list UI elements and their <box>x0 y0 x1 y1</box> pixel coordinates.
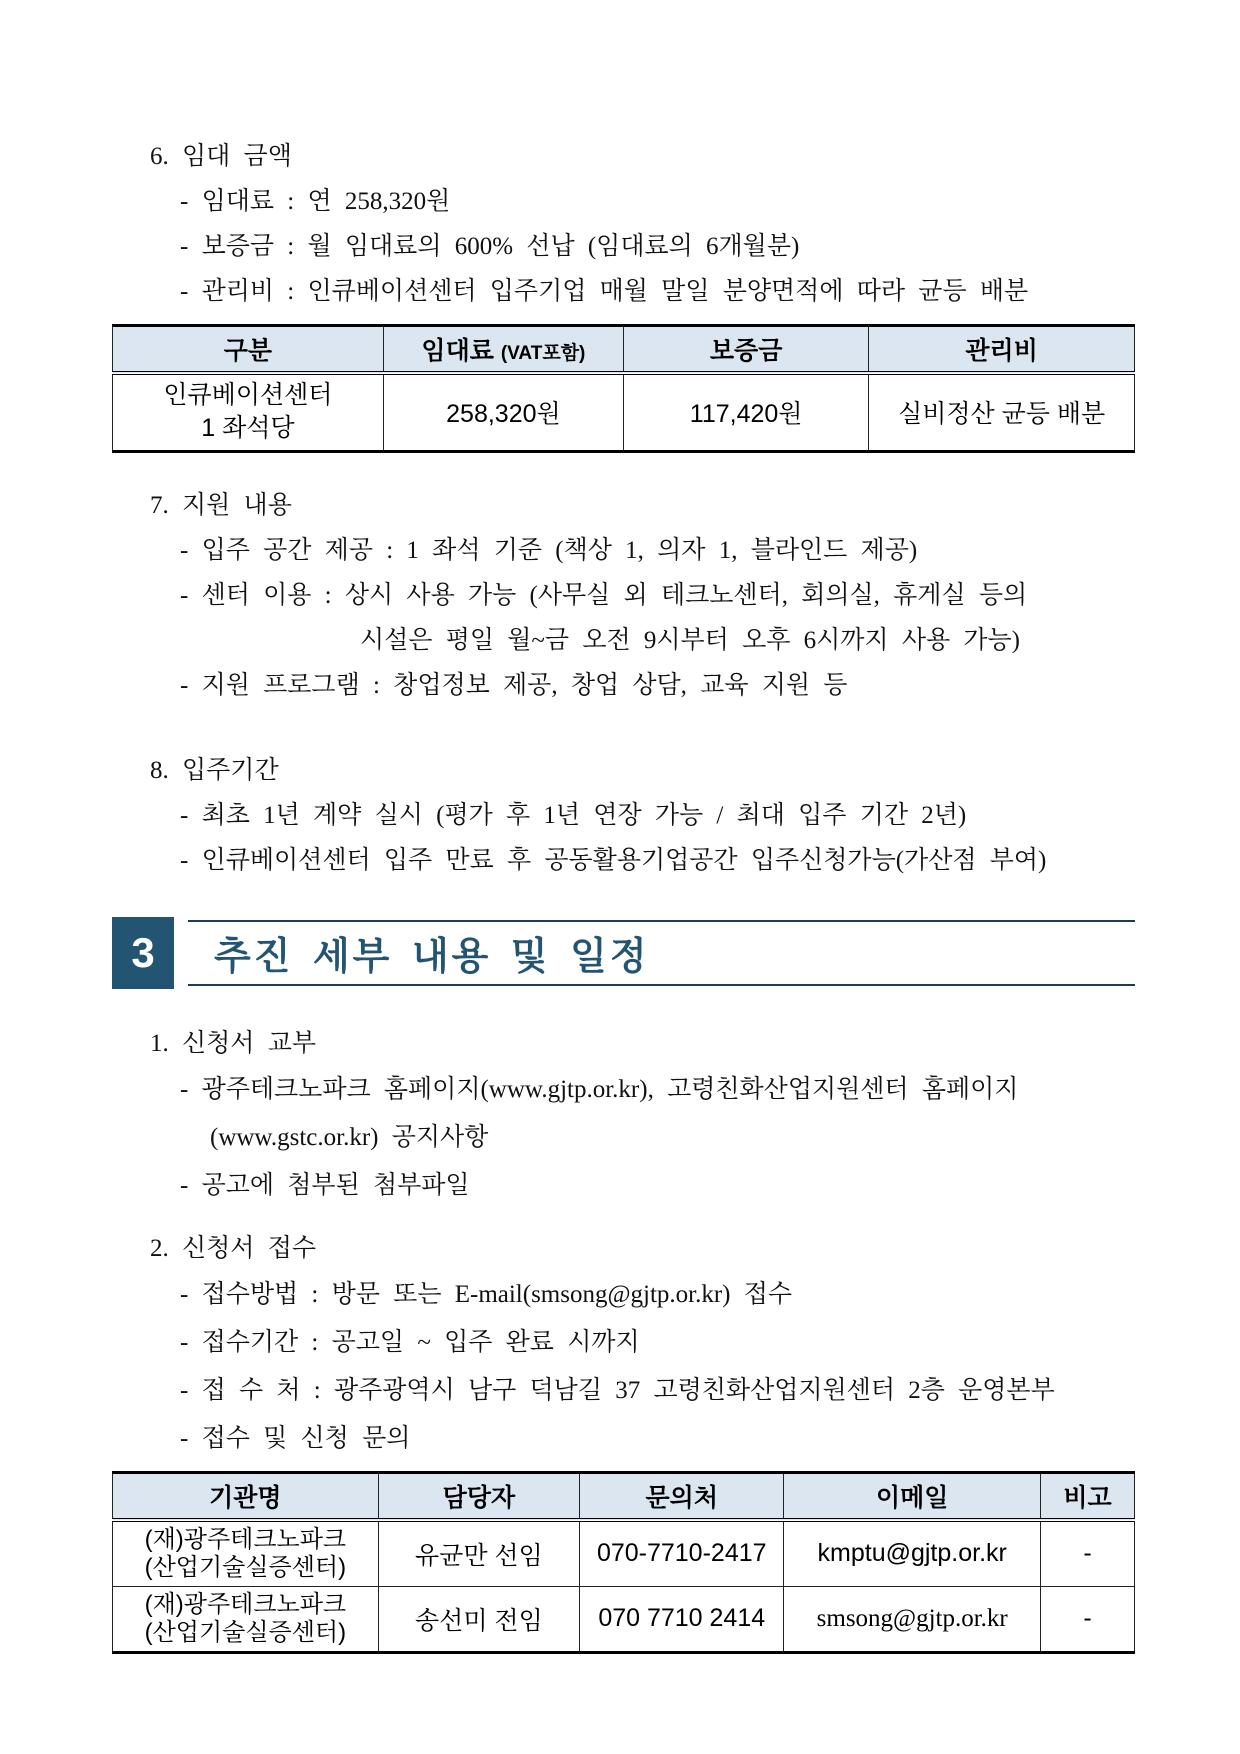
support-program-line: - 지원 프로그램 : 창업정보 제공, 창업 상담, 교육 지원 등 <box>180 671 848 699</box>
contact-row1-person: 유균만 선임 <box>378 1520 579 1587</box>
section3-banner <box>112 917 1135 989</box>
section-rent-heading: 6. 임대 금액 <box>150 143 292 170</box>
period-contract-line: - 최초 1년 계약 실시 (평가 후 1년 연장 가능 / 최대 입주 기간 2년) <box>180 801 967 829</box>
contact-row2-org: (재)광주테크노파크 (산업기술실증센터) <box>113 1586 379 1652</box>
rent-fee-line: - 임대료 : 연 258,320원 <box>180 188 451 215</box>
rent-table-header-rent: 임대료 (VAT포함) <box>383 326 623 374</box>
rent-table-header-row <box>113 326 1135 374</box>
rent-deposit-line: - 보증금 : 월 임대료의 600% 선납 (임대료의 6개월분) <box>180 233 800 260</box>
distribute-homepage-line: - 광주테크노파크 홈페이지(www.gjtp.or.kr), 고령친화산업지원센터 홈페이지 <box>180 1075 1019 1103</box>
rent-table-cell-label: 인큐베이션센터 1 좌석당 <box>113 373 384 451</box>
contact-table-header-note: 비고 <box>1040 1472 1134 1520</box>
rent-mgmt-line: - 관리비 : 인큐베이션센터 입주기업 매월 말일 분양면적에 따라 균등 배분 <box>180 278 1029 305</box>
contact-row2-email: smsong@gjtp.or.kr <box>784 1586 1041 1652</box>
contact-table <box>112 1471 1135 1654</box>
contact-row2-person: 송선미 전임 <box>378 1586 579 1652</box>
contact-table-row-2 <box>113 1586 1135 1652</box>
apply-period-line: - 접수기간 : 공고일 ~ 입주 완료 시까지 <box>180 1328 640 1356</box>
support-center-line: - 센터 이용 : 상시 사용 가능 (사무실 외 테크노센터, 회의실, 휴게실 등의 <box>180 581 1028 609</box>
contact-table-header-row <box>113 1472 1135 1520</box>
contact-row1-email: kmptu@gjtp.or.kr <box>784 1520 1041 1587</box>
section-support-heading: 7. 지원 내용 <box>150 491 292 519</box>
rent-table-cell-mgmt: 실비정산 균등 배분 <box>869 373 1135 451</box>
section3-title-box <box>188 920 1135 986</box>
support-space-line: - 입주 공간 제공 : 1 좌석 기준 (책상 1, 의자 1, 블라인드 제공) <box>180 536 918 564</box>
section-support <box>112 483 1135 708</box>
contact-row2-note: - <box>1040 1586 1134 1652</box>
distribute-attachment-line: - 공고에 첨부된 첨부파일 <box>180 1171 470 1199</box>
contact-row1-note: - <box>1040 1520 1134 1587</box>
section3-title: 추진 세부 내용 및 일정 <box>214 936 650 978</box>
apply-inquiry-line: - 접수 및 신청 문의 <box>180 1424 411 1452</box>
period-extension-line: - 인큐베이션센터 입주 만료 후 공동활용기업공간 입주신청가능(가산점 부여) <box>180 846 1047 874</box>
section-period-heading: 8. 입주기간 <box>150 756 279 784</box>
rent-table-cell-rent: 258,320원 <box>383 373 623 451</box>
distribute-homepage-line-cont: (www.gstc.or.kr) 공지사항 <box>210 1123 489 1151</box>
apply-method-line: - 접수방법 : 방문 또는 E-mail(smsong@gjtp.or.kr) 접수 <box>180 1280 793 1308</box>
support-center-line-cont: 시설은 평일 월~금 오전 9시부터 오후 6시까지 사용 가능) <box>360 626 1021 654</box>
contact-row1-org: (재)광주테크노파크 (산업기술실증센터) <box>113 1520 379 1587</box>
contact-table-header-org: 기관명 <box>113 1472 379 1520</box>
section-distribute-heading: 1. 신청서 교부 <box>150 1029 317 1057</box>
vat-included-label: (VAT포함) <box>500 343 586 364</box>
rent-table <box>112 324 1135 453</box>
apply-address-line: - 접 수 처 : 광주광역시 남구 덕남길 37 고령친화산업지원센터 2층 운영본부 <box>180 1376 1055 1404</box>
section-apply <box>112 1226 1135 1463</box>
section-rent <box>112 134 1135 314</box>
rent-table-cell-deposit: 117,420원 <box>623 373 868 451</box>
section3-number-badge: 3 <box>112 917 174 989</box>
rent-table-header-mgmt: 관리비 <box>869 326 1135 374</box>
rent-table-header-gubun: 구분 <box>113 326 384 374</box>
rent-table-header-deposit: 보증금 <box>623 326 868 374</box>
contact-table-header-email: 이메일 <box>784 1472 1041 1520</box>
contact-row2-phone: 070 7710 2414 <box>580 1586 784 1652</box>
contact-table-header-person: 담당자 <box>378 1472 579 1520</box>
section-apply-heading: 2. 신청서 접수 <box>150 1234 317 1262</box>
contact-table-row-1 <box>113 1520 1135 1587</box>
section-period <box>112 748 1135 883</box>
contact-row1-phone: 070-7710-2417 <box>580 1520 784 1587</box>
rent-table-row <box>113 373 1135 451</box>
contact-table-header-phone: 문의처 <box>580 1472 784 1520</box>
section-distribute <box>112 1021 1135 1210</box>
